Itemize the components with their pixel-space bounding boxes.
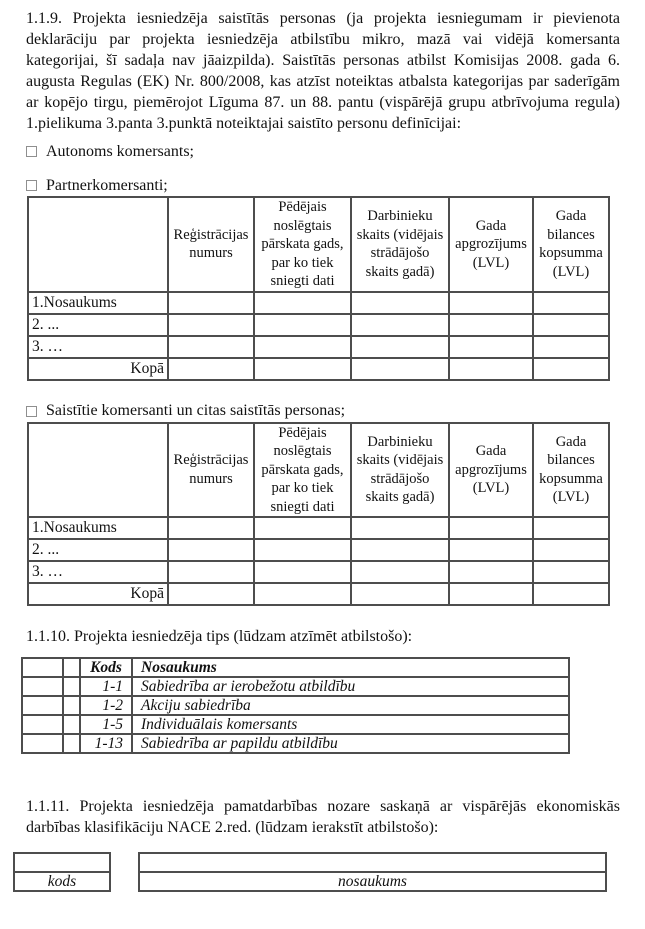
header-employee-count: Darbinieku skaits (vidējais strādājošo skaits gadā)	[351, 197, 449, 292]
input-cell[interactable]	[533, 583, 609, 605]
checkbox-autonoms[interactable]	[26, 146, 37, 157]
header-balance-total: Gada bilances kopsumma (LVL)	[533, 197, 609, 292]
table-row	[28, 517, 609, 539]
option-label-saistitie: Saistītie komersanti un citas saistītās personas;	[46, 402, 346, 419]
table-row	[28, 336, 609, 358]
mark-cell[interactable]	[22, 734, 63, 753]
nace-nosaukums-box	[138, 852, 607, 892]
input-cell[interactable]	[449, 292, 533, 314]
row-label: 3. …	[28, 561, 168, 583]
input-cell[interactable]	[533, 561, 609, 583]
total-label: Kopā	[28, 583, 168, 605]
nace-nosaukums-label: nosaukums	[139, 872, 606, 891]
input-cell[interactable]	[351, 561, 449, 583]
nace-kods-label: kods	[14, 872, 110, 891]
mark-cell[interactable]	[22, 715, 63, 734]
header-annual-turnover: Gada apgrozījums (LVL)	[449, 197, 533, 292]
type-name: Individuālais komersants	[132, 715, 569, 734]
mark-cell[interactable]	[63, 715, 80, 734]
related-companies-table	[27, 422, 610, 607]
row-label: 1.Nosaukums	[28, 517, 168, 539]
mark-cell[interactable]	[63, 677, 80, 696]
section-1-1-11-title: 1.1.11. Projekta iesniedzēja pamatdarbības nozare saskaņā ar vispārējās ekonomiskās darbības klasifikāciju NACE 2.red. (lūdzam ierakstīt atbilstošo):	[26, 798, 620, 836]
input-cell[interactable]	[254, 539, 351, 561]
type-name: Akciju sabiedrība	[132, 696, 569, 715]
type-name: Sabiedrība ar papildu atbildību	[132, 734, 569, 753]
option-label-autonoms: Autonoms komersants;	[46, 142, 194, 160]
input-cell[interactable]	[254, 358, 351, 380]
type-row	[22, 734, 569, 753]
input-cell[interactable]	[449, 539, 533, 561]
header-annual-turnover: Gada apgrozījums (LVL)	[449, 423, 533, 518]
table-row	[28, 292, 609, 314]
table-header-row	[28, 423, 609, 518]
input-cell[interactable]	[351, 292, 449, 314]
checkbox-saistitie[interactable]	[26, 406, 37, 417]
header-registration-number: Reģistrācijas numurs	[168, 197, 254, 292]
input-cell[interactable]	[449, 561, 533, 583]
input-cell[interactable]	[351, 358, 449, 380]
input-cell[interactable]	[351, 517, 449, 539]
type-code: 1-5	[80, 715, 132, 734]
header-nosaukums: Nosaukums	[132, 658, 569, 677]
input-cell[interactable]	[449, 583, 533, 605]
input-cell[interactable]	[168, 358, 254, 380]
input-cell[interactable]	[168, 561, 254, 583]
option-row-partnerkomersanti	[26, 177, 620, 194]
section-1-1-10-title: 1.1.10. Projekta iesniedzēja tips (lūdzam atzīmēt atbilstošo):	[26, 628, 413, 645]
input-cell[interactable]	[351, 314, 449, 336]
table-row	[28, 539, 609, 561]
option-label-partnerkomersanti: Partnerkomersanti;	[46, 176, 168, 194]
input-cell[interactable]	[533, 358, 609, 380]
input-cell[interactable]	[533, 292, 609, 314]
header-last-report-year: Pēdējais noslēgtais pārskata gads, par ko tiek sniegti dati	[254, 197, 351, 292]
input-cell[interactable]	[533, 336, 609, 358]
input-cell[interactable]	[449, 517, 533, 539]
input-cell[interactable]	[449, 358, 533, 380]
input-cell[interactable]	[168, 314, 254, 336]
mark-cell[interactable]	[22, 696, 63, 715]
type-row	[22, 715, 569, 734]
type-row	[22, 677, 569, 696]
type-code: 1-13	[80, 734, 132, 753]
nace-kods-input[interactable]	[14, 853, 110, 872]
input-cell[interactable]	[351, 336, 449, 358]
mark-cell[interactable]	[63, 696, 80, 715]
input-cell[interactable]	[168, 292, 254, 314]
type-code: 1-2	[80, 696, 132, 715]
input-cell[interactable]	[533, 314, 609, 336]
input-cell[interactable]	[533, 539, 609, 561]
input-cell[interactable]	[254, 583, 351, 605]
section-1-1-9-paragraph: 1.1.9. Projekta iesniedzēja saistītās personas (ja projekta iesniegumam ir pievienota deklarāciju par projekta iesniedzēja atbilstību mikro, mazā vai vidējā komersanta kategorijai, šī sadaļa nav jāaizpilda). Saistītās personas atbilst Komisijas 2008. gada 6. augusta Regulas (EK) Nr. 800/2008, kas atzīst noteiktas atbalsta kategorijas par saderīgām ar kopējo tirgu, piemērojot Līguma 87. un 88. pantu (vispārējā grupu atbrīvojuma regula) 1.pielikuma 3.panta 3.punktā noteiktajai saistīto personu definīcijai:	[26, 10, 620, 132]
mark-cell[interactable]	[22, 677, 63, 696]
row-label: 3. …	[28, 336, 168, 358]
table-row	[28, 561, 609, 583]
nace-nosaukums-input[interactable]	[139, 853, 606, 872]
table-header-row	[28, 197, 609, 292]
header-balance-total: Gada bilances kopsumma (LVL)	[533, 423, 609, 518]
nace-kods-box	[13, 852, 111, 892]
partner-companies-table	[27, 196, 610, 381]
header-empty-cell	[28, 197, 168, 292]
input-cell[interactable]	[168, 517, 254, 539]
type-row	[22, 696, 569, 715]
input-cell[interactable]	[533, 517, 609, 539]
input-cell[interactable]	[168, 539, 254, 561]
input-cell[interactable]	[351, 539, 449, 561]
option-row-saistitie	[26, 403, 620, 420]
option-row-autonoms	[26, 143, 620, 160]
mark-cell[interactable]	[22, 658, 63, 677]
input-cell[interactable]	[168, 336, 254, 358]
total-label: Kopā	[28, 358, 168, 380]
header-registration-number: Reģistrācijas numurs	[168, 423, 254, 518]
checkbox-partnerkomersanti[interactable]	[26, 180, 37, 191]
applicant-type-table	[21, 657, 570, 754]
row-label: 2. ...	[28, 314, 168, 336]
input-cell[interactable]	[449, 314, 533, 336]
header-employee-count: Darbinieku skaits (vidējais strādājošo skaits gadā)	[351, 423, 449, 518]
type-code: 1-1	[80, 677, 132, 696]
header-empty-cell	[28, 423, 168, 518]
input-cell[interactable]	[254, 292, 351, 314]
mark-cell[interactable]	[63, 734, 80, 753]
mark-cell[interactable]	[63, 658, 80, 677]
input-cell[interactable]	[254, 517, 351, 539]
input-cell[interactable]	[351, 583, 449, 605]
table-row	[28, 314, 609, 336]
input-cell[interactable]	[449, 336, 533, 358]
input-cell[interactable]	[168, 583, 254, 605]
table-total-row	[28, 358, 609, 380]
input-cell[interactable]	[254, 314, 351, 336]
row-label: 2. ...	[28, 539, 168, 561]
input-cell[interactable]	[254, 561, 351, 583]
row-label: 1.Nosaukums	[28, 292, 168, 314]
table-total-row	[28, 583, 609, 605]
input-cell[interactable]	[254, 336, 351, 358]
type-table-header-row	[22, 658, 569, 677]
header-last-report-year: Pēdējais noslēgtais pārskata gads, par ko tiek sniegti dati	[254, 423, 351, 518]
type-name: Sabiedrība ar ierobežotu atbildību	[132, 677, 569, 696]
header-kods: Kods	[80, 658, 132, 677]
nace-input-boxes	[13, 852, 620, 892]
